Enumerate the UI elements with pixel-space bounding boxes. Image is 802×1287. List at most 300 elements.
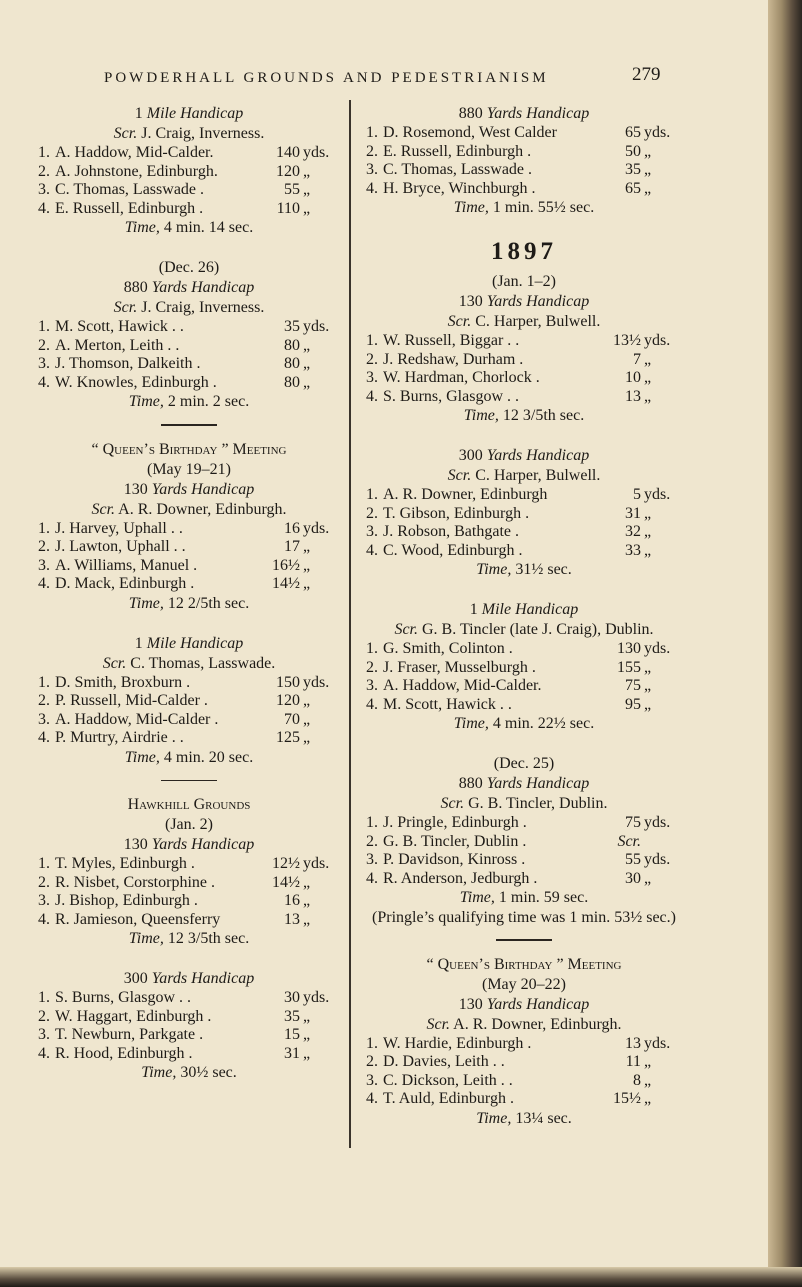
handicap: 80	[284, 355, 300, 372]
runner: J. Bishop, Edinburgh .	[55, 892, 198, 909]
result-row	[356, 696, 692, 715]
result-row	[28, 1008, 350, 1027]
winning-time: Time, 12 2/5th sec.	[128, 594, 250, 612]
runner: P. Murtry, Airdrie . .	[55, 729, 184, 746]
place: 3.	[366, 851, 378, 868]
winning-time: Time, 12 3/5th sec.	[463, 407, 585, 424]
time-label: Time,	[476, 1109, 512, 1127]
runner: D. Davies, Leith . .	[383, 1053, 505, 1070]
runner: P. Davidson, Kinross .	[383, 851, 526, 868]
event-name: Yards Handicap	[486, 775, 590, 792]
event-heading: Hawkhill Grounds	[127, 796, 251, 813]
handicap-unit: „	[303, 355, 311, 372]
result-row	[356, 332, 692, 351]
runner: A. Merton, Leith . .	[55, 336, 180, 354]
runner: J. Harvey, Uphall . .	[55, 519, 183, 537]
scr-label: Scr.	[102, 654, 127, 672]
runner: D. Mack, Edinburgh .	[55, 575, 195, 592]
place: 4.	[38, 199, 50, 217]
handicap: 16	[284, 519, 300, 537]
winning-time: Time, 4 min. 22½ sec.	[453, 715, 595, 732]
runner: M. Scott, Hawick . .	[55, 318, 184, 335]
result-row	[356, 851, 692, 870]
handicap: 35	[625, 161, 641, 178]
place: 4.	[38, 575, 50, 592]
place: 1.	[366, 332, 378, 349]
place: 3.	[366, 677, 378, 694]
runner: W. Russell, Biggar . .	[383, 332, 520, 349]
time-label: Time,	[463, 407, 499, 424]
result-row	[356, 388, 692, 407]
result-row	[356, 143, 692, 162]
handicap-unit: yds.	[644, 124, 671, 141]
runner: C. Wood, Edinburgh .	[383, 541, 523, 559]
event-heading: (May 20–22)	[482, 975, 566, 993]
handicap-unit: yds.	[303, 673, 330, 691]
winning-time: Time, 12 3/5th sec.	[128, 930, 250, 947]
handicap: 55	[284, 181, 300, 198]
time-label: Time,	[453, 715, 489, 732]
result-row	[28, 557, 350, 576]
handicap: 31	[625, 504, 641, 522]
event-heading: 880 Yards Handicap	[123, 279, 255, 296]
scr-label: Scr.	[113, 125, 138, 142]
place: 2.	[366, 350, 378, 368]
result-row	[356, 124, 692, 143]
handicap-unit: yds.	[303, 318, 330, 335]
scratch-line: Scr. C. Thomas, Lasswade.	[102, 654, 276, 672]
book-bottom-edge	[0, 1267, 802, 1287]
runner: C. Dickson, Leith . .	[383, 1071, 513, 1089]
handicap: 65	[625, 124, 641, 141]
result-row	[356, 505, 692, 524]
scr-label: Scr.	[447, 467, 472, 484]
place: 1.	[38, 855, 50, 872]
handicap-unit: „	[303, 1007, 311, 1025]
result-row	[356, 659, 692, 678]
runner: S. Burns, Glasgow . .	[55, 989, 192, 1006]
runner: T. Gibson, Edinburgh .	[383, 504, 530, 522]
scr-label: Scr.	[447, 313, 472, 330]
handicap: 13	[625, 387, 641, 405]
result-row	[356, 677, 692, 696]
handicap-unit: „	[303, 892, 311, 909]
runner: T. Myles, Edinburgh .	[55, 855, 195, 872]
scratch-line: Scr. C. Harper, Bulwell.	[447, 313, 601, 330]
result-row	[28, 318, 350, 337]
runner: G. B. Tincler, Dublin .	[383, 832, 527, 850]
handicap: 14½	[272, 575, 300, 592]
handicap-unit: yds.	[644, 851, 671, 868]
handicap: 75	[625, 814, 641, 831]
handicap-unit: „	[644, 541, 652, 559]
place: 3.	[366, 523, 378, 540]
place: 1.	[366, 124, 378, 141]
result-row	[356, 1072, 692, 1091]
runner: T. Newburn, Parkgate .	[55, 1026, 204, 1043]
event-name: Yards Handicap	[151, 480, 255, 498]
handicap-unit: „	[644, 179, 652, 197]
place: 2.	[366, 1053, 378, 1070]
runner: D. Smith, Broxburn .	[55, 673, 191, 691]
runner: H. Bryce, Winchburgh .	[383, 179, 536, 197]
scratch-line: Scr. J. Craig, Inverness.	[113, 299, 265, 316]
handicap-unit: yds.	[644, 814, 671, 831]
event-section	[356, 600, 692, 734]
time-label: Time,	[453, 199, 489, 216]
runner: J. Robson, Bathgate .	[383, 523, 519, 540]
result-row	[356, 523, 692, 542]
time-label: Time,	[124, 219, 160, 236]
result-row	[356, 870, 692, 889]
runner: A. Haddow, Mid-Calder.	[383, 677, 542, 694]
runner: A. Johnstone, Edinburgh.	[55, 162, 218, 180]
result-row	[28, 711, 350, 730]
event-section	[28, 634, 350, 768]
result-row	[356, 1090, 692, 1109]
handicap: 32	[625, 523, 641, 540]
handicap-unit: yds.	[644, 640, 671, 657]
handicap: 14½	[272, 873, 300, 891]
year-heading: 1897	[491, 238, 557, 265]
section-rule	[161, 780, 217, 782]
handicap-unit: „	[303, 910, 311, 928]
result-row	[28, 729, 350, 748]
runner: W. Knowles, Edinburgh .	[55, 373, 217, 391]
handicap-unit: „	[303, 692, 311, 709]
runner: W. Haggart, Edinburgh .	[55, 1007, 212, 1025]
event-section	[356, 446, 692, 580]
handicap: 15½	[613, 1090, 641, 1107]
handicap-unit: „	[303, 336, 311, 354]
event-section	[356, 272, 692, 426]
handicap: 120	[276, 162, 300, 180]
handicap: 55	[625, 851, 641, 868]
handicap-unit: „	[644, 658, 652, 676]
handicap: 12½	[272, 855, 300, 872]
runner: D. Rosemond, West Calder	[383, 124, 557, 141]
handicap-unit: yds.	[303, 855, 330, 872]
handicap: 5	[633, 486, 641, 503]
handicap: 15	[284, 1026, 300, 1043]
handicap: 11	[625, 1053, 641, 1070]
place: 3.	[366, 161, 378, 178]
handicap-unit: „	[303, 199, 311, 217]
book-page-edge	[768, 0, 802, 1287]
winning-time: Time, 4 min. 14 sec.	[124, 219, 254, 236]
runner: R. Hood, Edinburgh .	[55, 1044, 193, 1062]
runner: P. Russell, Mid-Calder .	[55, 692, 208, 709]
place: 1.	[38, 144, 50, 161]
event-section	[28, 795, 350, 949]
place: 3.	[38, 710, 50, 728]
result-row	[356, 180, 692, 199]
handicap: 30	[625, 869, 641, 887]
handicap: 17	[284, 538, 300, 555]
runner: E. Russell, Edinburgh .	[383, 142, 532, 160]
handicap-unit: „	[644, 1053, 652, 1070]
handicap: 150	[276, 673, 300, 691]
winning-time: Time, 1 min. 55½ sec.	[453, 199, 595, 216]
result-row	[28, 1045, 350, 1064]
handicap: 8	[633, 1071, 641, 1089]
place: 1.	[366, 814, 378, 831]
event-heading: 300 Yards Handicap	[123, 970, 255, 987]
event-heading: 130 Yards Handicap	[123, 836, 255, 853]
event-name: Yards Handicap	[486, 105, 590, 122]
event-heading: 880 Yards Handicap	[458, 775, 590, 792]
event-name: Mile Handicap	[146, 105, 244, 122]
handicap: 140	[276, 144, 300, 161]
event-heading: 1 Mile Handicap	[134, 634, 244, 652]
place: 2.	[38, 538, 50, 555]
handicap-unit: „	[644, 504, 652, 522]
result-row	[356, 161, 692, 180]
handicap-unit: „	[644, 161, 652, 178]
handicap-unit: „	[644, 369, 652, 386]
event-heading: (Jan. 1–2)	[492, 273, 556, 290]
handicap: 16	[284, 892, 300, 909]
result-row	[28, 374, 350, 393]
event-heading: (Jan. 2)	[165, 816, 213, 833]
handicap: 35	[284, 1007, 300, 1025]
event-heading: “ Queen’s Birthday ” Meeting	[91, 440, 287, 458]
scr-label: Scr.	[426, 1015, 451, 1033]
event-heading: 300 Yards Handicap	[458, 447, 590, 464]
handicap-unit: „	[303, 556, 311, 574]
place: 4.	[366, 1090, 378, 1107]
result-row	[28, 144, 350, 163]
time-label: Time,	[141, 1064, 177, 1081]
runner: J. Lawton, Uphall . .	[55, 538, 186, 555]
runner: G. Smith, Colinton .	[383, 640, 513, 657]
scratch-line: Scr. A. R. Downer, Edinburgh.	[91, 500, 287, 518]
handicap-unit: „	[303, 1026, 311, 1043]
result-row	[356, 1035, 692, 1054]
handicap: 33	[625, 541, 641, 559]
place: 1.	[366, 640, 378, 657]
runner: R. Jamieson, Queensferry	[55, 910, 221, 928]
result-row	[28, 200, 350, 219]
place: 2.	[38, 692, 50, 709]
time-label: Time,	[124, 748, 160, 766]
result-row	[28, 163, 350, 182]
handicap: 80	[284, 373, 300, 391]
event-heading: 880 Yards Handicap	[458, 105, 590, 122]
result-row	[356, 351, 692, 370]
event-name: Yards Handicap	[486, 293, 590, 310]
result-row	[28, 674, 350, 693]
runner: W. Hardman, Chorlock .	[383, 369, 540, 386]
runner: A. R. Downer, Edinburgh	[383, 486, 548, 503]
runner: J. Fraser, Musselburgh .	[383, 658, 536, 676]
handicap-unit: yds.	[644, 332, 671, 349]
result-row	[28, 692, 350, 711]
place: 4.	[38, 1044, 50, 1062]
event-heading: 1 Mile Handicap	[134, 105, 244, 122]
time-label: Time,	[476, 561, 512, 578]
scratch-line: Scr. G. B. Tincler, Dublin.	[440, 795, 608, 812]
place: 1.	[38, 519, 50, 537]
place: 4.	[366, 541, 378, 559]
handicap: 50	[625, 142, 641, 160]
winning-time: Time, 2 min. 2 sec.	[128, 393, 250, 410]
place: 3.	[38, 355, 50, 372]
scr-label: Scr.	[91, 500, 116, 518]
running-header: POWDERHALL GROUNDS AND PEDESTRIANISM	[104, 70, 549, 86]
handicap: 110	[276, 199, 300, 217]
handicap-unit: yds.	[303, 989, 330, 1006]
place: 3.	[366, 1071, 378, 1089]
handicap-unit: „	[303, 575, 311, 592]
event-section	[28, 104, 350, 238]
handicap-unit: „	[303, 538, 311, 555]
result-row	[28, 575, 350, 594]
event-heading: 1 Mile Handicap	[469, 601, 579, 618]
runner: J. Redshaw, Durham .	[383, 350, 524, 368]
handicap: 125	[276, 729, 300, 746]
handicap-unit: yds.	[303, 519, 330, 537]
place: 2.	[38, 873, 50, 891]
event-section	[28, 969, 350, 1083]
event-name: Yards Handicap	[486, 995, 590, 1013]
result-row	[28, 855, 350, 874]
event-name: Mile Handicap	[481, 601, 579, 618]
place: 4.	[38, 910, 50, 928]
result-row	[356, 1053, 692, 1072]
handicap: 95	[625, 695, 641, 713]
scratch-line: Scr. C. Harper, Bulwell.	[447, 467, 601, 484]
handicap-unit: yds.	[644, 486, 671, 503]
event-section	[28, 440, 350, 614]
handicap-unit: „	[644, 695, 652, 713]
handicap-unit: „	[644, 869, 652, 887]
handicap: 16½	[272, 556, 300, 574]
handicap: 75	[625, 677, 641, 694]
place: 2.	[38, 162, 50, 180]
place: 4.	[366, 387, 378, 405]
event-name: Yards Handicap	[151, 970, 255, 987]
place: 4.	[38, 373, 50, 391]
place: 1.	[366, 1034, 378, 1052]
winning-time: Time, 13¼ sec.	[476, 1109, 572, 1127]
handicap-unit: yds.	[644, 1034, 671, 1052]
event-name: Mile Handicap	[146, 634, 244, 652]
event-heading: 130 Yards Handicap	[458, 995, 590, 1013]
handicap: 155	[617, 658, 641, 676]
handicap-unit	[641, 833, 688, 852]
handicap-unit: „	[644, 387, 652, 405]
runner: C. Thomas, Lasswade .	[383, 161, 533, 178]
handicap: 13	[284, 910, 300, 928]
runner: R. Nisbet, Corstorphine .	[55, 873, 215, 891]
place: 1.	[38, 318, 50, 335]
result-row	[28, 1026, 350, 1045]
event-heading: 130 Yards Handicap	[123, 480, 255, 498]
place: 2.	[38, 336, 50, 354]
handicap-unit: yds.	[303, 144, 330, 161]
scratch-line: Scr. J. Craig, Inverness.	[113, 125, 265, 142]
result-row	[28, 181, 350, 200]
place: 2.	[38, 1007, 50, 1025]
handicap: 120	[276, 692, 300, 709]
note: (Pringle’s qualifying time was 1 min. 53½ sec.)	[372, 909, 676, 926]
place: 4.	[366, 869, 378, 887]
result-row	[356, 542, 692, 561]
time-label: Time,	[128, 393, 164, 410]
runner: S. Burns, Glasgow . .	[383, 387, 520, 405]
event-heading: (Dec. 26)	[158, 259, 220, 276]
runner: A. Haddow, Mid-Calder.	[55, 144, 214, 161]
place: 4.	[366, 695, 378, 713]
event-name: Yards Handicap	[486, 447, 590, 464]
time-label: Time,	[459, 889, 495, 906]
handicap: 65	[625, 179, 641, 197]
section-rule	[161, 424, 217, 426]
winning-time: Time, 31½ sec.	[476, 561, 572, 578]
result-row	[356, 640, 692, 659]
handicap: 130	[617, 640, 641, 657]
handicap-unit: „	[644, 142, 652, 160]
section-rule	[496, 939, 552, 941]
runner: W. Hardie, Edinburgh .	[383, 1034, 532, 1052]
handicap: 13½	[613, 332, 641, 349]
handicap-unit: „	[303, 729, 311, 746]
event-section	[356, 754, 692, 927]
place: 4.	[366, 179, 378, 197]
runner: A. Haddow, Mid-Calder .	[55, 710, 219, 728]
place: 2.	[366, 658, 378, 676]
result-row	[28, 989, 350, 1008]
result-row	[28, 911, 350, 930]
runner: J. Pringle, Edinburgh .	[383, 814, 527, 831]
place: 3.	[38, 1026, 50, 1043]
runner: R. Anderson, Jedburgh .	[383, 869, 538, 887]
result-row	[28, 337, 350, 356]
winning-time: Time, 1 min. 59 sec.	[459, 889, 589, 906]
event-heading: (May 19–21)	[147, 460, 231, 478]
handicap: 35	[284, 318, 300, 335]
scratch-line: Scr. A. R. Downer, Edinburgh.	[426, 1015, 622, 1033]
winning-time: Time, 4 min. 20 sec.	[124, 748, 254, 766]
handicap: 10	[625, 369, 641, 386]
handicap-unit: „	[644, 350, 652, 368]
result-row	[28, 520, 350, 539]
result-row	[356, 814, 692, 833]
handicap-unit: „	[303, 710, 311, 728]
place: 1.	[366, 486, 378, 503]
handicap-unit: „	[303, 873, 311, 891]
event-section	[28, 258, 350, 412]
runner: J. Thomson, Dalkeith .	[55, 355, 201, 372]
handicap: 70	[284, 710, 300, 728]
runner: T. Auld, Edinburgh .	[383, 1090, 514, 1107]
handicap-unit: „	[303, 1044, 311, 1062]
handicap: 13	[625, 1034, 641, 1052]
place: 3.	[38, 892, 50, 909]
place: 1.	[38, 989, 50, 1006]
scr-label: Scr.	[440, 795, 465, 812]
event-heading: 130 Yards Handicap	[458, 293, 590, 310]
place: 4.	[38, 729, 50, 746]
scr-label: Scr.	[113, 299, 138, 316]
handicap-unit: „	[644, 1090, 652, 1107]
result-row	[356, 369, 692, 388]
handicap: 31	[284, 1044, 300, 1062]
handicap-unit: „	[303, 162, 311, 180]
scratch-line: Scr. G. B. Tincler (late J. Craig), Dublin.	[394, 621, 654, 638]
handicap: Scr.	[617, 832, 641, 850]
